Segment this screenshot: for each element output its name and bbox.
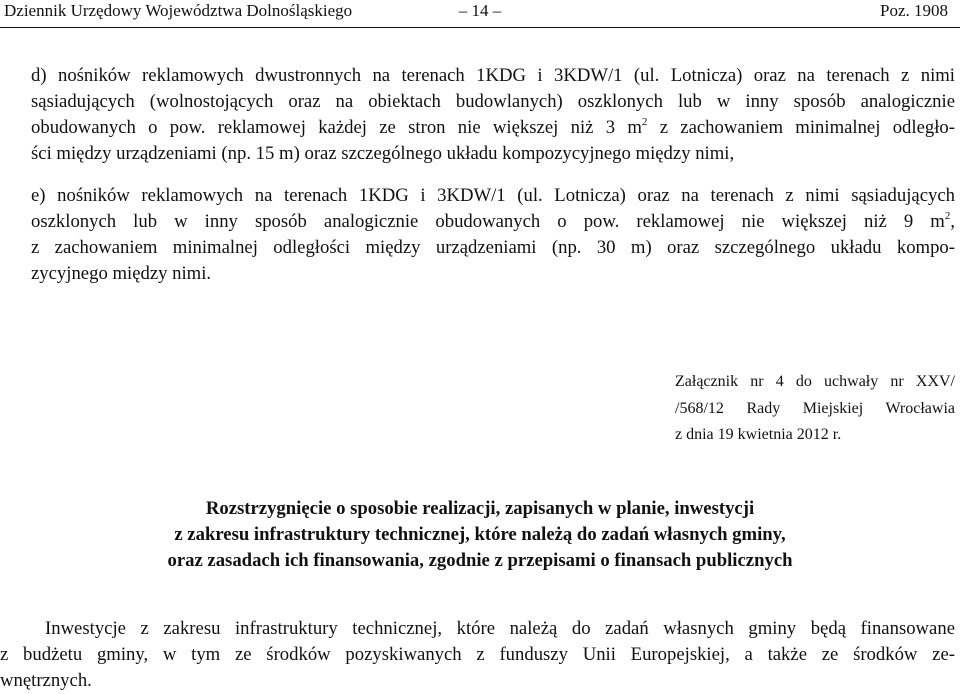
investments-line: Inwestycje z zakresu infrastruktury technicznej, które należą do zadań własnych gminy będą finansowane (45, 618, 955, 639)
resolution-title (0, 496, 960, 574)
item-e-line: e) nośników reklamowych na terenach 1KDG i 3KDW/1 (ul. Lotnicza) oraz na terenach z nimi sąsiadujących (31, 185, 955, 206)
investments-paragraph (0, 616, 955, 694)
header-rule (0, 27, 960, 28)
investments-line: wnętrznych. (0, 670, 92, 691)
title-line: z zakresu infrastruktury technicznej, które należą do zadań własnych gminy, (174, 524, 786, 545)
item-e-line: z zachowaniem minimalnej odległości między urządzeniami (np. 30 m) oraz szczególnego układu kompo- (31, 237, 955, 258)
annex-line: /568/12 Rady Miejskiej Wrocławia (675, 399, 955, 417)
item-d-line: ści między urządzeniami (np. 15 m) oraz szczególnego układu kompozycyjnego między nimi, (31, 143, 735, 164)
item-e-paragraph (31, 183, 955, 287)
annex-line: z dnia 19 kwietnia 2012 r. (675, 426, 842, 443)
page-number: – 14 – (458, 1, 502, 20)
superscript-exponent: 2 (641, 116, 648, 128)
annex-line: Załącznik nr 4 do uchwały nr XXV/ (675, 373, 955, 390)
position-number: Poz. 1908 (880, 1, 948, 20)
superscript-exponent: 2 (944, 210, 951, 222)
annex-reference (675, 369, 955, 449)
item-d-line: sąsiadujących (wolnostojących oraz na obiektach budowlanych) oszklonych lub w inny sposób analogicznie (31, 91, 955, 112)
item-d-line: d) nośników reklamowych dwustronnych na terenach 1KDG i 3KDW/1 (ul. Lotnicza) oraz na terenach z nimi (31, 65, 955, 86)
item-d-text: z zachowaniem minimalnej odległo- (647, 117, 955, 138)
item-e-line (31, 209, 955, 235)
page-header (0, 0, 960, 22)
item-e-text: oszklonych lub w inny sposób analogicznie obudowanych o pow. reklamowej nie większej niż 9 m (31, 211, 945, 232)
title-line: oraz zasadach ich finansowania, zgodnie z przepisami o finansach publicznych (167, 550, 793, 571)
investments-line: z budżetu gminy, w tym ze środków pozyskiwanych z funduszy Unii Europejskiej, a także ze środków ze- (0, 644, 955, 665)
title-line: Rozstrzygnięcie o sposobie realizacji, zapisanych w planie, inwestycji (205, 498, 755, 519)
item-d-paragraph (31, 63, 955, 167)
journal-title: Dziennik Urzędowy Województwa Dolnośląskiego (4, 1, 353, 20)
item-e-line: zycyjnego między nimi. (31, 263, 212, 284)
item-d-line (31, 115, 955, 141)
item-e-text: , (950, 211, 955, 232)
item-d-text: obudowanych o pow. reklamowej każdej ze stron nie większej niż 3 m (31, 117, 642, 138)
